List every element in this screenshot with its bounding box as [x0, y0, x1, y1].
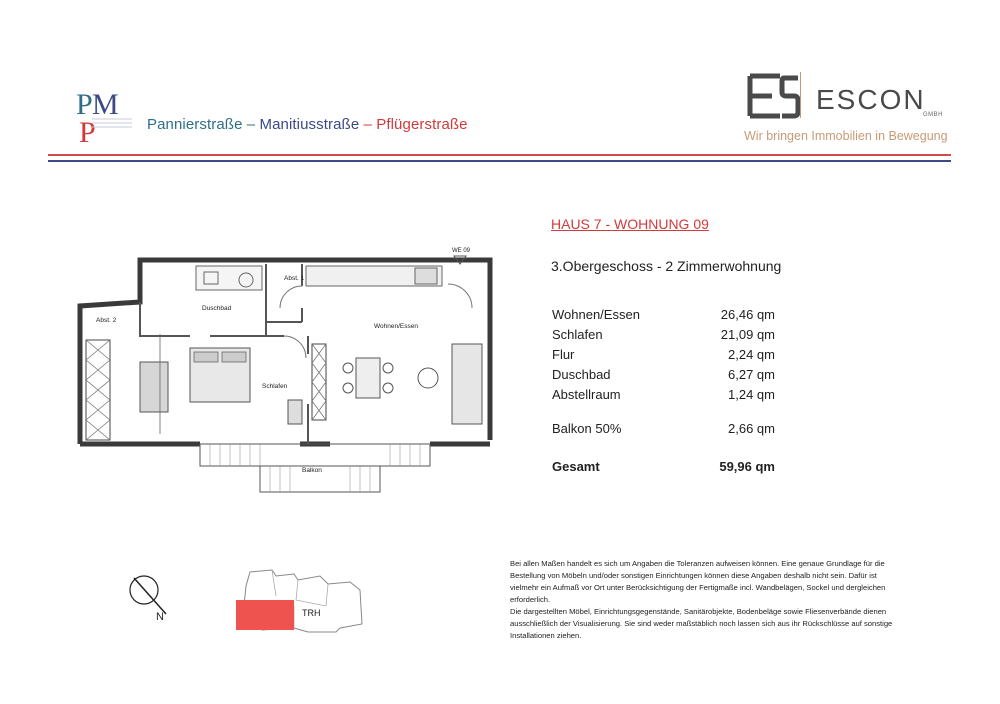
street-1: Pannierstraße: [147, 116, 243, 133]
company-suffix: GMBH: [923, 112, 943, 118]
disclaimer: [510, 558, 902, 642]
header-rule-red: [48, 154, 951, 156]
disclaimer-paragraph: Die dargestellten Möbel, Einrichtungsgegenstände, Sanitärobjekte, Bodenbeläge sowie Fliesenverbände dienen ausschließlich der Visualisierung. Sie sind weder maßstäblich noch lassen sich aus ihr Rückschlüsse auf sonstige Installationen ziehen.: [510, 607, 893, 640]
disclaimer-paragraph: Bei allen Maßen handelt es sich um Angaben die Toleranzen aufweisen können. Eine genaue Grundlage für die Bestellung von Möbeln und/oder sonstigen Einrichtungen können diese Angaben deshalb nicht sein. Dafür ist vielmehr ein Aufmaß vor Ort unter Berücksichtigung der Fertigmaße incl. Wandbelägen, Sockel und dergleichen erforderlich.: [510, 559, 886, 604]
company-name: ESCON: [816, 84, 926, 115]
pmp-logo: [74, 86, 134, 146]
north-label: N: [156, 611, 164, 623]
label-schlafen: Schlafen: [262, 383, 288, 390]
room-row: Duschbad 6,27 qm: [552, 367, 775, 382]
room-row: Abstellraum 1,24 qm: [552, 387, 775, 402]
pmp-logo-letter-p1: P: [76, 88, 93, 121]
label-duschbad: Duschbad: [202, 305, 232, 312]
logo-divider: [800, 72, 801, 118]
label-wohnen: Wohnen/Essen: [374, 323, 418, 330]
room-area-table: [552, 307, 792, 479]
room-row: Flur 2,24 qm: [552, 347, 775, 362]
label-abst1: Abst. 1: [284, 275, 305, 282]
street-2: Manitiusstraße: [259, 116, 360, 133]
unit-tag: WE 09: [452, 248, 471, 254]
room-row: Wohnen/Essen 26,46 qm: [552, 307, 775, 322]
pmp-logo-letter-m: M: [92, 88, 119, 121]
escon-logo-mark: [746, 72, 806, 122]
label-abst2: Abst. 2: [96, 317, 117, 324]
total-row: Gesamt 59,96 qm: [552, 459, 775, 474]
stair-label: TRH: [302, 608, 321, 618]
floor-plan: [70, 244, 510, 494]
street-names: Pannierstraße – Manitiusstraße – Pflügerstraße: [147, 116, 468, 133]
site-plan: [232, 566, 382, 636]
header-rule-blue: [48, 160, 951, 162]
room-row: Schlafen 21,09 qm: [552, 327, 775, 342]
company-tagline: Wir bringen Immobilien in Bewegung: [744, 129, 948, 143]
unit-subtitle: 3.Obergeschoss - 2 Zimmerwohnung: [551, 258, 782, 274]
highlighted-unit: [236, 600, 294, 630]
unit-title: HAUS 7 - WOHNUNG 09: [551, 216, 709, 232]
pmp-logo-letter-p2: P: [79, 116, 96, 146]
balcony-row: Balkon 50% 2,66 qm: [552, 421, 775, 436]
street-3: Pflügerstraße: [376, 116, 468, 133]
label-balkon: Balkon: [302, 467, 322, 474]
svg-text:ES: ES: [746, 72, 748, 73]
north-compass: [126, 568, 182, 624]
